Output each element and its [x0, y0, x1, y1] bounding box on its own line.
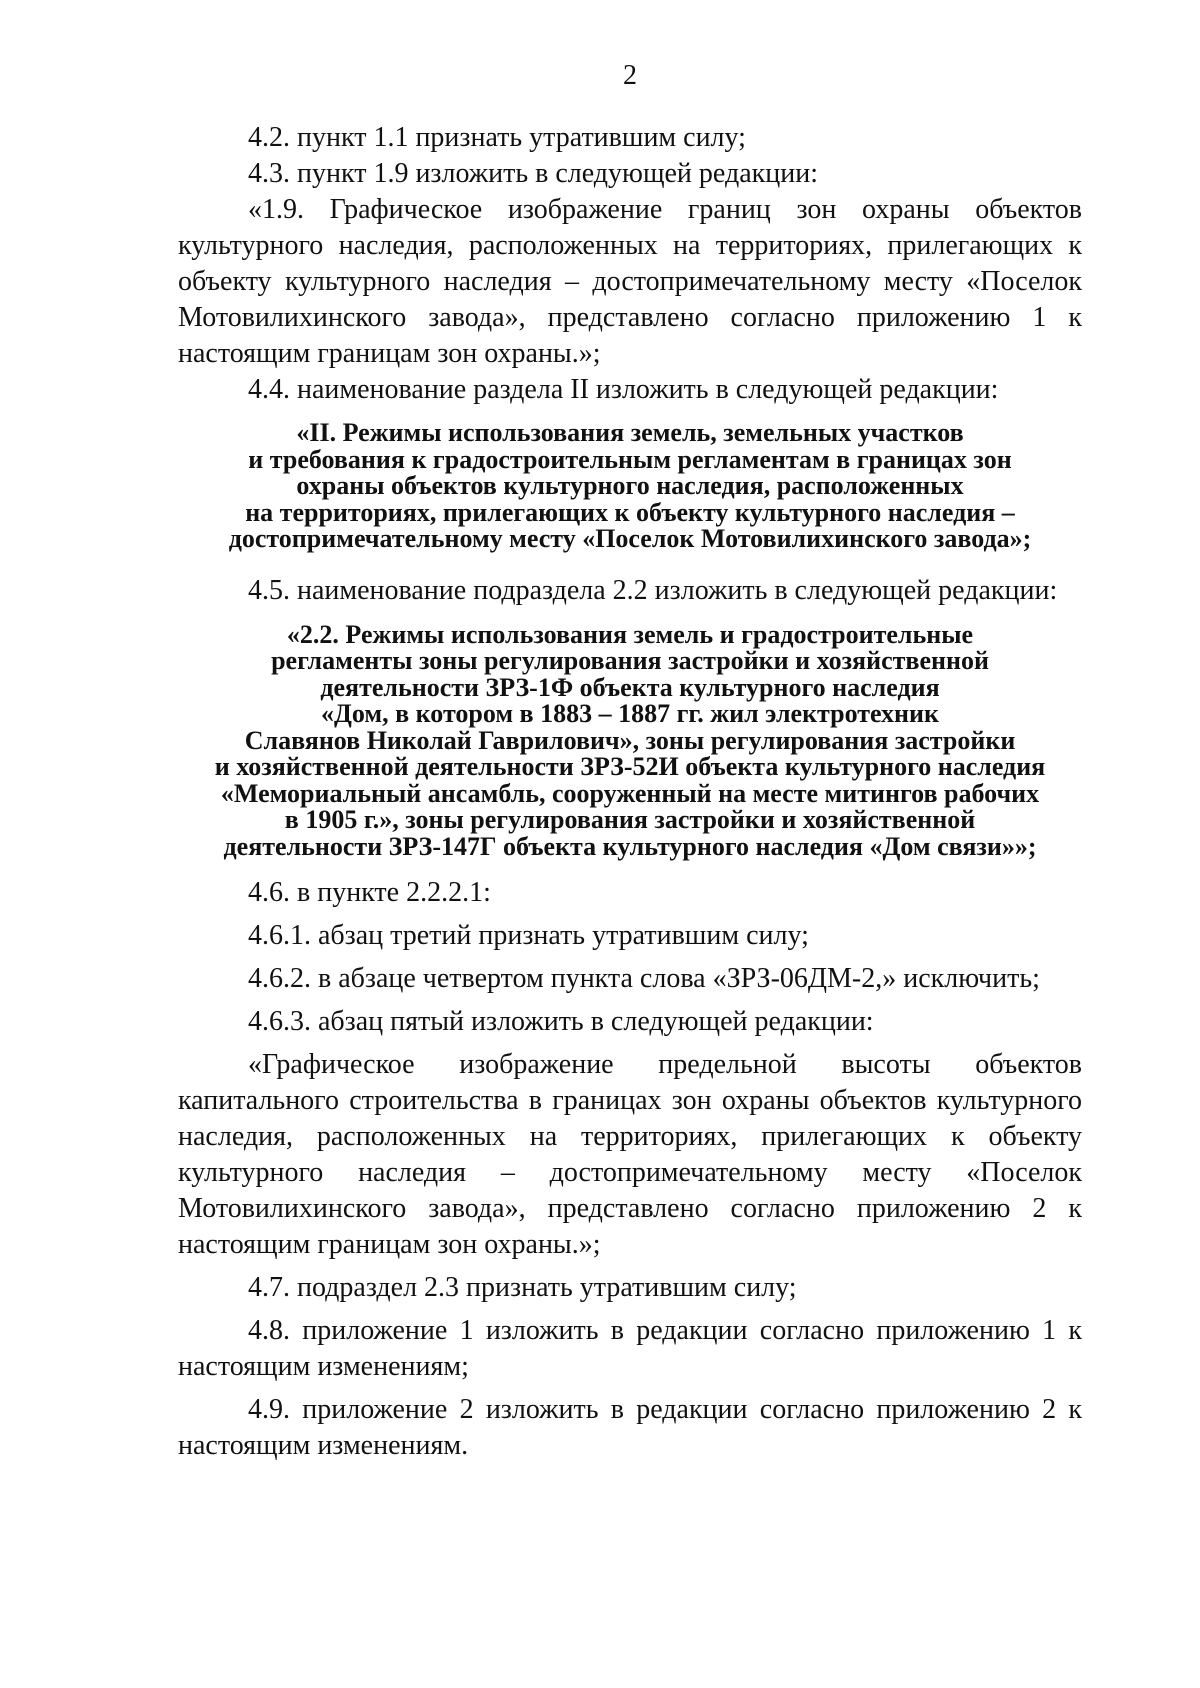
paragraph-4-6: 4.6. в пункте 2.2.2.1: — [248, 877, 491, 908]
section-2-heading-line: «II. Режимы использования земель, земельных участков — [296, 418, 964, 447]
section-2-heading-line: на территориях, прилегающих к объекту культурного наследия – — [245, 497, 1015, 527]
section-2-heading-line: достопримечательному месту «Поселок Мотовилихинского завода»; — [228, 524, 1032, 553]
section-2-heading-line: охраны объектов культурного наследия, расположенных — [296, 471, 964, 500]
document-body — [178, 120, 1082, 1464]
subsection-2-2-heading-line: «2.2. Режимы использования земель и градостроительные — [286, 619, 974, 649]
subsection-2-2-heading-line: регламенты зоны регулирования застройки и хозяйственной — [271, 646, 989, 675]
paragraph-4-5: 4.5. наименование подраздела 2.2 изложить в следующей редакции: — [248, 574, 1058, 606]
subsection-2-2-heading-line: деятельности ЗРЗ-1Ф объекта культурного наследия — [320, 672, 940, 702]
paragraph-4-8: 4.8. приложение 1 изложить в редакции согласно приложению 1 к настоящим изменениям; — [178, 1315, 1082, 1382]
subsection-2-2-heading-line: в 1905 г.», зоны регулирования застройки и хозяйственной — [284, 805, 976, 834]
section-2-heading — [178, 420, 1082, 553]
subsection-2-2-heading — [178, 619, 1082, 861]
paragraph-4-6-3: 4.6.3. абзац пятый изложить в следующей редакции: — [248, 1006, 874, 1037]
subsection-2-2-heading-line: Славянов Николай Гаврилович», зоны регулирования застройки — [244, 725, 1016, 755]
paragraph-1-9-text: «1.9. Графическое изображение границ зон охраны объектов культурного наследия, расположенных на территориях, прилегающих к объекту культурного наследия – достопримечательному месту «Поселок Мотовилихинского завода», представлено согласно приложению 1 к настоящим границам зон охраны.»; — [178, 194, 1082, 369]
paragraph-4-3: 4.3. пункт 1.9 изложить в следующей редакции: — [248, 158, 818, 189]
paragraph-4-6-1: 4.6.1. абзац третий признать утратившим силу; — [248, 920, 809, 951]
paragraph-4-4: 4.4. наименование раздела II изложить в следующей редакции: — [248, 374, 999, 405]
subsection-2-2-heading-line: «Дом, в котором в 1883 – 1887 гг. жил электротехник — [321, 699, 939, 728]
subsection-2-2-heading-line: деятельности ЗРЗ-147Г объекта культурного наследия «Дом связи»»; — [223, 831, 1037, 861]
paragraph-4-2: 4.2. пункт 1.1 признать утратившим силу; — [248, 122, 746, 153]
paragraph-4-7: 4.7. подраздел 2.3 признать утратившим силу; — [248, 1272, 797, 1303]
paragraph-graphic-height-text: «Графическое изображение предельной высоты объектов капитального строительства в границах зон охраны объектов культурного наследия, расположенных на территориях, прилегающих к объекту культурного наследия – достопримечательному месту «Поселок Мотовилихинского завода», представлено согласно приложению 2 к настоящим границам зон охраны.»; — [178, 1049, 1082, 1260]
paragraph-4-6-2: 4.6.2. в абзаце четвертом пункта слова «ЗРЗ-06ДМ-2,» исключить; — [248, 963, 1040, 994]
subsection-2-2-heading-line: и хозяйственной деятельности ЗРЗ-52И объекта культурного наследия — [214, 752, 1046, 781]
subsection-2-2-heading-line: «Мемориальный ансамбль, сооруженный на месте митингов рабочих — [220, 778, 1040, 808]
paragraph-4-9: 4.9. приложение 2 изложить в редакции согласно приложению 2 к настоящим изменениям. — [178, 1394, 1082, 1461]
section-2-heading-line: и требования к градостроительным регламентам в границах зон — [248, 444, 1012, 474]
page-number: 2 — [623, 60, 637, 91]
